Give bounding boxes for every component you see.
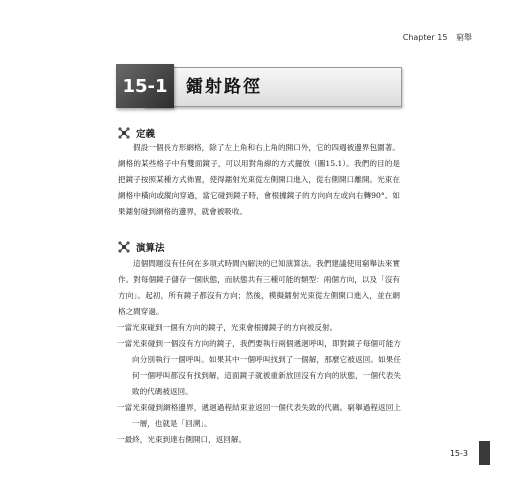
section-title: 鐳射路徑: [186, 77, 262, 97]
section-banner: [116, 64, 402, 109]
algorithm-bullet: 一當光束碰到網格邊界，遞迴過程結束並返回一個代表失敗的代碼。窮舉過程返回上一層，也就是「回溯」。: [117, 403, 401, 428]
algorithm-bullet: 一當光束碰到一個有方向的鏡子，光束會根據鏡子的方向被反射。: [117, 323, 338, 332]
algorithm-heading: 演算法: [136, 243, 165, 254]
algorithm-bullet: 一當光束碰到一個沒有方向的鏡子，我們要執行兩個遞迴呼叫，即對鏡子每個可能方向分別執行一個呼叫。如果其中一個呼叫找到了一個解，那麼它被返回。如果任何一個呼叫都沒有找到解，這面鏡子就被重新放回沒有方向的狀態，一個代表失敗的代碼被返回。: [117, 339, 401, 396]
page-number: 15-3: [449, 449, 468, 458]
chapter-title: 窮舉: [456, 33, 472, 42]
definition-heading-row: [118, 126, 155, 140]
algorithm-heading-row: [118, 240, 165, 254]
running-header: [403, 32, 472, 43]
molecule-icon: [118, 241, 130, 253]
definition-heading: 定義: [136, 129, 156, 140]
definition-paragraph: 假設一個長方形網格，除了左上角和右上角的開口外，它的四週被邊界包圍著。網格的某些格子中有雙面鏡子，可以用對角線的方式擺放（圖15.1）。我們的目的是把鏡子按照某種方式佈置，使得鐳射光束從左側開口進入，從右側開口離開。光束在網格中橫向或縱向穿過，當它碰到鏡子時，會根據鏡子的方向向左或向右轉90°。如果鐳射碰到網格的邊界，就會被吸收。: [118, 143, 400, 216]
section-number: 15-1: [116, 64, 174, 108]
algorithm-paragraph: 這個問題沒有任何在多項式時間內解決的已知演算法。我們建議使用窮舉法來實作。對每個鏡子儲存一個狀態，而狀態共有三種可能的類型：兩個方向，以及「沒有方向」。起初，所有鏡子都沒有方向；然後，模擬鐳射光束從左側開口進入，並在網格之間穿過。: [118, 259, 400, 316]
molecule-icon: [118, 127, 130, 139]
section-banner-bar: [144, 67, 402, 107]
algorithm-bullet: 一最終，光束到達右側開口，返回解。: [117, 435, 247, 444]
page-edge-tab: [479, 441, 490, 465]
chapter-label: Chapter 15: [402, 33, 448, 42]
